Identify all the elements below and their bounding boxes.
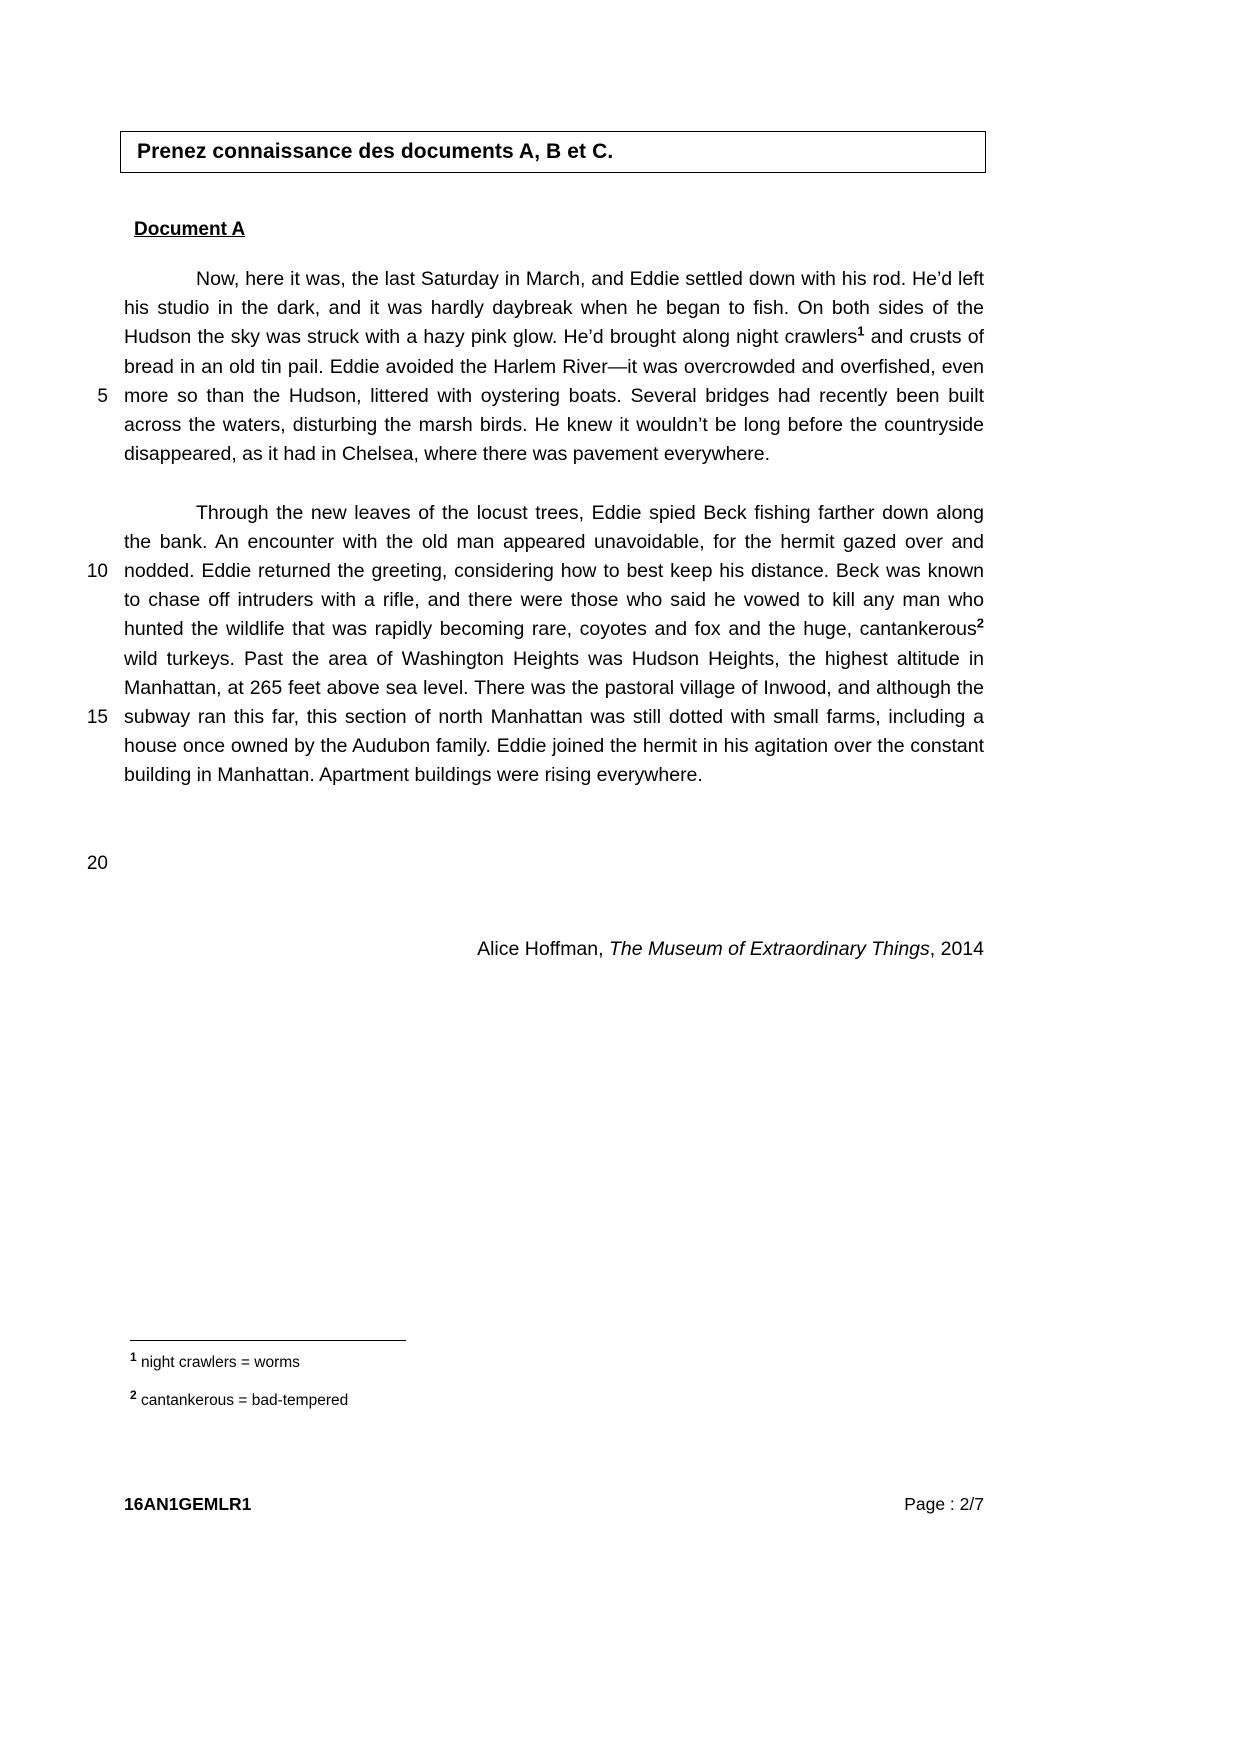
line-number-spacer <box>60 353 108 382</box>
paragraph-1-part-1: Now, here it was, the last Saturday in March, and Eddie settled down with his rod. He’d left his studio in the dark, and it was hardly daybreak when he began to fish. On both sides of the Hudson the sky was struck with a hazy pink glow. He’d brought along night crawlers <box>124 268 984 349</box>
page-number: Page : 2/7 <box>904 1494 984 1514</box>
exam-code: 16AN1GEMLR1 <box>124 1494 252 1514</box>
line-number-15: 15 <box>86 706 108 728</box>
line-number-20: 20 <box>86 852 108 874</box>
footnote-list <box>130 1349 730 1428</box>
paragraph-1-part-2: and crusts of bread in an old tin pail. Eddie avoided the Harlem River—it was overcrowded and overfished, even more so than the Hudson, littered with oystering boats. Several bridges had recently been built across the waters, disturbing the marsh birds. He knew it wouldn’t be long before the countryside disappeared, as it had in Chelsea, where there was pavement everywhere. <box>124 326 984 466</box>
line-number-spacer <box>60 761 108 790</box>
instruction-banner <box>120 131 986 173</box>
footnote-text-1: night crawlers = worms <box>136 1354 300 1371</box>
footnote-text-2: cantankerous = bad-tempered <box>136 1392 349 1409</box>
line-number-spacer <box>60 440 108 469</box>
line-number-spacer <box>60 820 108 849</box>
footnote-marker-1: 1 <box>857 323 865 339</box>
line-number-spacer <box>60 294 108 323</box>
line-number-spacer <box>60 265 108 294</box>
paragraph-1 <box>124 265 984 469</box>
source-credit <box>124 938 984 961</box>
footnote-number-2: 2 <box>130 1387 137 1402</box>
page-footer <box>124 1494 984 1515</box>
footnote-number-1: 1 <box>130 1349 137 1364</box>
credit-author: Alice Hoffman, <box>477 938 609 960</box>
footnote-item <box>130 1349 730 1374</box>
line-number-10: 10 <box>86 560 108 582</box>
line-number-spacer <box>60 615 108 644</box>
line-number-spacer <box>60 586 108 615</box>
paragraph-2-part-2: wild turkeys. Past the area of Washington Heights was Hudson Heights, the highest altitude in Manhattan, at 265 feet above sea level. There was the pastoral village of Inwood, and although the subway ran this far, this section of north Manhattan was still dotted with small farms, including a house once owned by the Audubon family. Eddie joined the hermit in his agitation over the constant building in Manhattan. Apartment buildings were rising everywhere. <box>124 647 984 787</box>
paragraph-2 <box>124 499 984 791</box>
line-number-5: 5 <box>97 385 108 407</box>
document-a-body <box>124 265 984 791</box>
instruction-banner-text: Prenez connaissance des documents A, B et C. <box>137 140 614 163</box>
line-number-spacer <box>60 732 108 761</box>
footnote-item <box>130 1387 730 1412</box>
line-number-spacer <box>60 644 108 673</box>
line-number-gutter <box>60 265 108 878</box>
footnote-marker-2: 2 <box>976 615 984 631</box>
credit-title: The Museum of Extraordinary Things <box>608 938 930 960</box>
line-number-spacer <box>60 469 108 498</box>
paragraph-2-part-1: Through the new leaves of the locust trees, Eddie spied Beck fishing farther down along the bank. An encounter with the old man appeared unavoidable, for the hermit gazed over and nodded. Eddie returned the greeting, considering how to best keep his distance. Beck was known to chase off intruders with a rifle, and there were those who said he vowed to kill any man who hunted the wildlife that was rapidly becoming rare, coyotes and fox and the huge, cantankerous <box>124 501 984 641</box>
line-number-spacer <box>60 411 108 440</box>
line-number-spacer <box>60 790 108 819</box>
footnote-separator-rule <box>130 1340 406 1341</box>
line-number-spacer <box>60 499 108 528</box>
document-a-heading: Document A <box>134 219 246 240</box>
credit-year: , 2014 <box>929 938 984 960</box>
line-number-spacer <box>60 323 108 352</box>
line-number-spacer <box>60 528 108 557</box>
line-number-spacer <box>60 674 108 703</box>
